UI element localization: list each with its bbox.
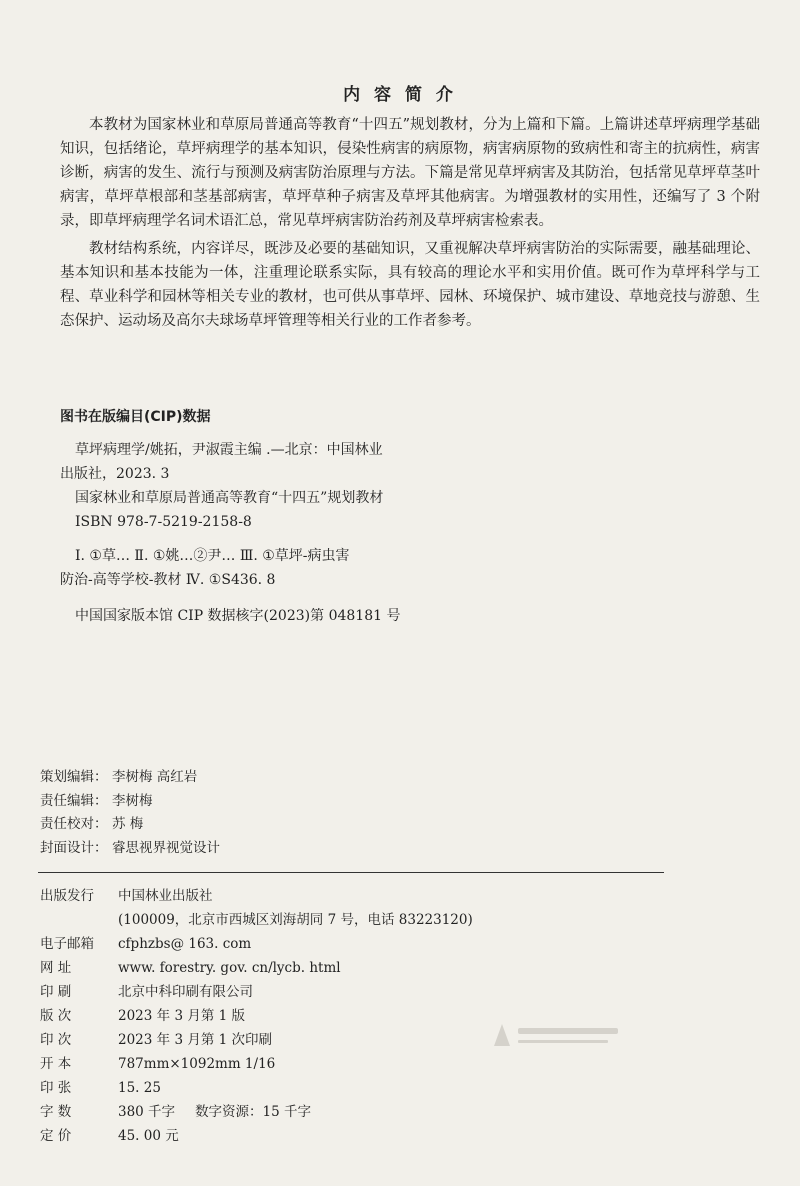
editor-row	[40, 813, 220, 837]
email-row	[40, 932, 473, 956]
editor-label: 责任校对：	[40, 816, 108, 832]
summary-section	[60, 113, 760, 337]
logo-bar	[518, 1028, 618, 1034]
digital-resources: 数字资源：15 千字	[195, 1104, 312, 1120]
website-label: 网 址	[40, 960, 72, 976]
editor-value: 李树梅	[112, 792, 153, 809]
email-label: 电子邮箱	[40, 936, 94, 952]
price-label: 定 价	[40, 1128, 72, 1144]
format-value: 787mm×1092mm 1/16	[118, 1056, 276, 1072]
words-row	[40, 1100, 473, 1124]
logo-tree-shape	[494, 1024, 510, 1046]
edition-label: 版 次	[40, 1008, 72, 1024]
publisher-label: 出版发行	[40, 888, 94, 904]
editor-row	[40, 790, 220, 814]
cip-publisher-line: 出版社，2023. 3	[60, 466, 170, 482]
editor-credits	[40, 766, 220, 860]
cip-record-number: 中国国家版本馆 CIP 数据核字(2023)第 048181 号	[75, 608, 401, 624]
editor-row	[40, 837, 220, 861]
impression-label: 印 次	[40, 1032, 72, 1048]
summary-paragraph-1: 本教材为国家林业和草原局普通高等教育“十四五”规划教材，分为上篇和下篇。上篇讲述草坪病理学基础知识，包括绪论，草坪病理学的基本知识，侵染性病害的病原物，病害病原物的致病性和寄主的抗病性，病害诊断，病害的发生、流行与预测及病害防治原理与方法。下篇是常见草坪病害及其防治，包括常见草坪草茎叶病害，草坪草根部和茎基部病害，草坪草种子病害及草坪其他病害。为增强教材的实用性，还编写了 3 个附录，即草坪病理学名词术语汇总，常见草坪病害防治药剂及草坪病害检索表。	[60, 117, 760, 229]
cip-series-line: 国家林业和草原局普通高等教育“十四五”规划教材	[75, 490, 384, 506]
sheets-row	[40, 1076, 473, 1100]
cip-heading: 图书在版编目(CIP)数据	[60, 409, 211, 425]
printer-value: 北京中科印刷有限公司	[118, 984, 253, 1000]
words-value: 380 千字	[118, 1104, 176, 1120]
sheets-value: 15. 25	[118, 1080, 161, 1096]
email-value: cfphzbs@ 163. com	[118, 936, 252, 952]
edition-value: 2023 年 3 月第 1 版	[118, 1008, 245, 1024]
editor-value: 睿思视界视觉设计	[112, 839, 220, 856]
editor-row	[40, 766, 220, 790]
editor-label: 封面设计：	[40, 839, 108, 856]
address-row: (100009，北京市西城区刘海胡同 7 号，电话 83223120)	[118, 912, 473, 928]
cip-isbn: ISBN 978-7-5219-2158-8	[75, 514, 252, 530]
website-row	[40, 956, 473, 980]
cip-classification-1: Ⅰ. ①草… Ⅱ. ①姚…②尹… Ⅲ. ①草坪-病虫害	[75, 548, 350, 564]
impression-value: 2023 年 3 月第 1 次印刷	[118, 1032, 272, 1048]
publishing-info	[40, 884, 473, 1148]
printer-row	[40, 980, 473, 1004]
sheets-label: 印 张	[40, 1080, 72, 1096]
printer-label: 印 刷	[40, 984, 72, 1000]
editor-label: 策划编辑：	[40, 769, 108, 785]
website-value: www. forestry. gov. cn/lycb. html	[118, 960, 341, 976]
publisher-value: 中国林业出版社	[118, 888, 213, 904]
divider	[38, 872, 664, 873]
format-label: 开 本	[40, 1056, 72, 1072]
summary-paragraph-2: 教材结构系统，内容详尽，既涉及必要的基础知识，又重视解决草坪病害防治的实际需要，融基础理论、基本知识和基本技能为一体，注重理论联系实际，具有较高的理论水平和实用价值。既可作为草坪科学与工程、草业科学和园林等相关专业的教材，也可供从事草坪、园林、环境保护、城市建设、草地竞技与游憩、生态保护、运动场及高尔夫球场草坪管理等相关行业的工作者参考。	[60, 241, 760, 329]
price-row	[40, 1124, 473, 1148]
editor-value: 李树梅 高红岩	[112, 769, 198, 785]
cip-classification-2: 防治-高等学校-教材 Ⅳ. ①S436. 8	[60, 572, 276, 588]
format-row	[40, 1052, 473, 1076]
summary-title: 内 容 简 介	[343, 85, 457, 105]
words-label: 字 数	[40, 1104, 72, 1120]
logo-subbar	[518, 1040, 608, 1043]
price-value: 45. 00 元	[118, 1128, 179, 1144]
editor-value: 苏 梅	[112, 816, 144, 832]
edition-row	[40, 1004, 473, 1028]
publisher-row	[40, 884, 473, 908]
impression-row	[40, 1028, 473, 1052]
editor-label: 责任编辑：	[40, 792, 108, 809]
publisher-logo-watermark	[488, 1016, 628, 1052]
cip-title-line: 草坪病理学/姚拓，尹淑霞主编 .—北京：中国林业	[75, 442, 383, 458]
cip-data	[60, 438, 460, 628]
